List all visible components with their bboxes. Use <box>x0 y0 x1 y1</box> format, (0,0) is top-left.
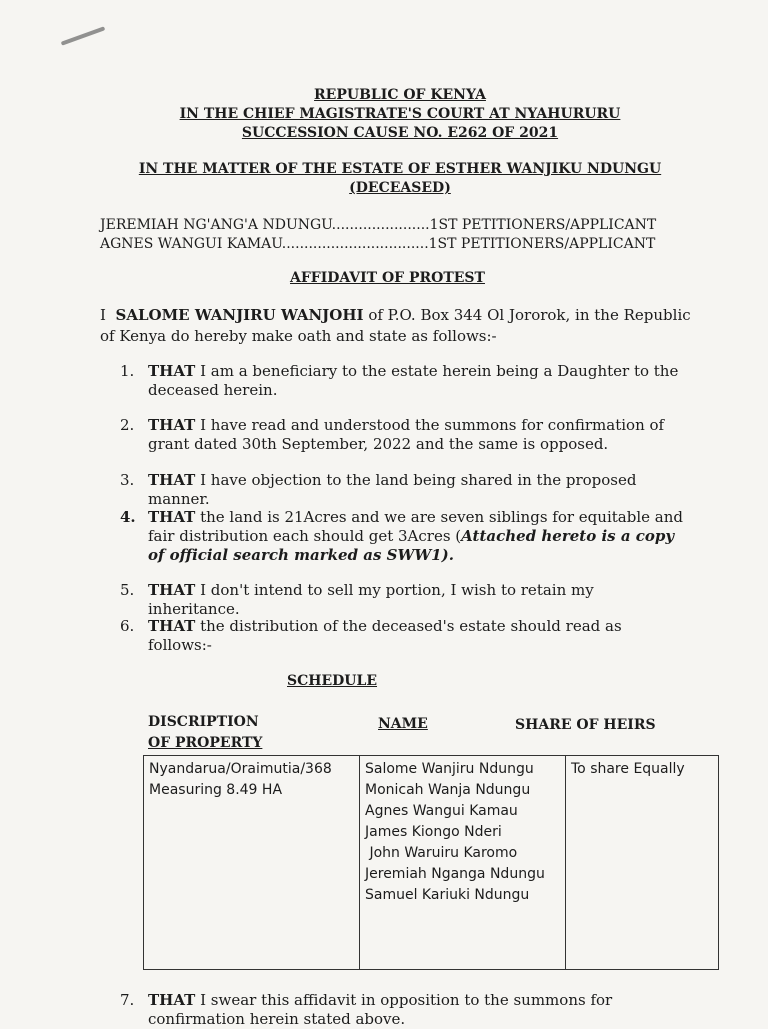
share-value: To share Equally <box>571 761 685 777</box>
paragraph-lead: THAT <box>148 471 196 489</box>
intro-prefix: I <box>100 306 106 324</box>
heir-name: Monicah Wanja Ndungu <box>365 782 531 798</box>
document-title: AFFIDAVIT OF PROTEST <box>290 270 485 286</box>
paragraph-text: I have objection to the land being shared in the proposed manner. <box>148 471 637 508</box>
paragraph-lead: THAT <box>148 991 196 1009</box>
paragraph-number: 1. <box>120 362 135 380</box>
heir-name: Samuel Kariuki Ndungu <box>365 887 530 903</box>
paragraph-number: 4. <box>120 508 136 526</box>
paragraph-number: 6. <box>120 617 135 635</box>
heir-name: John Waruiru Karomo <box>365 845 518 861</box>
heir-name: James Kiongo Nderi <box>365 824 502 840</box>
column-share-heading: SHARE OF HEIRS <box>515 717 656 733</box>
deponent-name: SALOME WANJIRU WANJOHI <box>115 306 364 324</box>
heir-name: Salome Wanjiru Ndungu <box>365 761 534 777</box>
header-court: IN THE CHIEF MAGISTRATE'S COURT AT NYAHURURU <box>179 106 621 122</box>
table-row <box>144 756 719 970</box>
matter-deceased: (DECEASED) <box>349 180 451 196</box>
paragraph-number: 2. <box>120 416 135 434</box>
header-cause: SUCCESSION CAUSE NO. E262 OF 2021 <box>241 125 559 141</box>
intro-statement <box>100 305 700 347</box>
paragraph-text: the land is 21Acres and we are seven siblings for equitable and fair distribution each should get 3Acres ( <box>148 508 683 545</box>
names-cell <box>360 756 566 970</box>
party-2: AGNES WANGUI KAMAU.................................1ST PETITIONERS/APPLICANT <box>100 236 656 252</box>
pen-mark <box>61 26 106 45</box>
party-1: JEREMIAH NG'ANG'A NDUNGU......................1ST PETITIONERS/APPLICANT <box>100 217 657 233</box>
share-cell <box>566 756 719 970</box>
matter-line: IN THE MATTER OF THE ESTATE OF ESTHER WANJIKU NDUNGU <box>138 161 662 177</box>
paragraph-lead: THAT <box>148 362 196 380</box>
heir-name: Agnes Wangui Kamau <box>365 803 518 819</box>
paragraph-number: 5. <box>120 581 135 599</box>
paragraph-text: I don't intend to sell my portion, I wish to retain my inheritance. <box>148 581 594 618</box>
paragraph-number: 3. <box>120 471 135 489</box>
paragraph-lead: THAT <box>148 416 196 434</box>
paragraph-text: I have read and understood the summons for confirmation of grant dated 30th September, 2022 and the same is opposed. <box>148 416 665 453</box>
paragraph-text: the distribution of the deceased's estate should read as follows:- <box>148 617 622 654</box>
property-description: Nyandarua/Oraimutia/368 <box>149 761 332 777</box>
property-cell <box>144 756 360 970</box>
column-property-heading: OF PROPERTY <box>148 735 263 751</box>
property-measurement: Measuring 8.49 HA <box>149 782 283 798</box>
paragraph-text: I am a beneficiary to the estate herein being a Daughter to the deceased herein. <box>148 362 679 399</box>
header-republic: REPUBLIC OF KENYA <box>314 87 486 103</box>
paragraph-number: 7. <box>120 991 135 1009</box>
paragraph-lead: THAT <box>148 508 196 526</box>
column-name-heading: NAME <box>378 716 428 732</box>
paragraph-emphasis: Attached hereto is a copy of official search marked as SWW1). <box>148 527 675 564</box>
paragraph-lead: THAT <box>148 581 196 599</box>
column-description-heading: DISCRIPTION <box>148 714 259 730</box>
paragraph-text: I swear this affidavit in opposition to the summons for confirmation herein stated above. <box>148 991 613 1028</box>
schedule-table <box>143 755 719 970</box>
heir-name: Jeremiah Nganga Ndungu <box>365 866 545 882</box>
schedule-title: SCHEDULE <box>287 673 378 689</box>
intro-rest: of P.O. Box 344 Ol Jororok, in the Republic of Kenya do hereby make oath and state as follows:- <box>100 306 691 345</box>
paragraph-lead: THAT <box>148 617 196 635</box>
